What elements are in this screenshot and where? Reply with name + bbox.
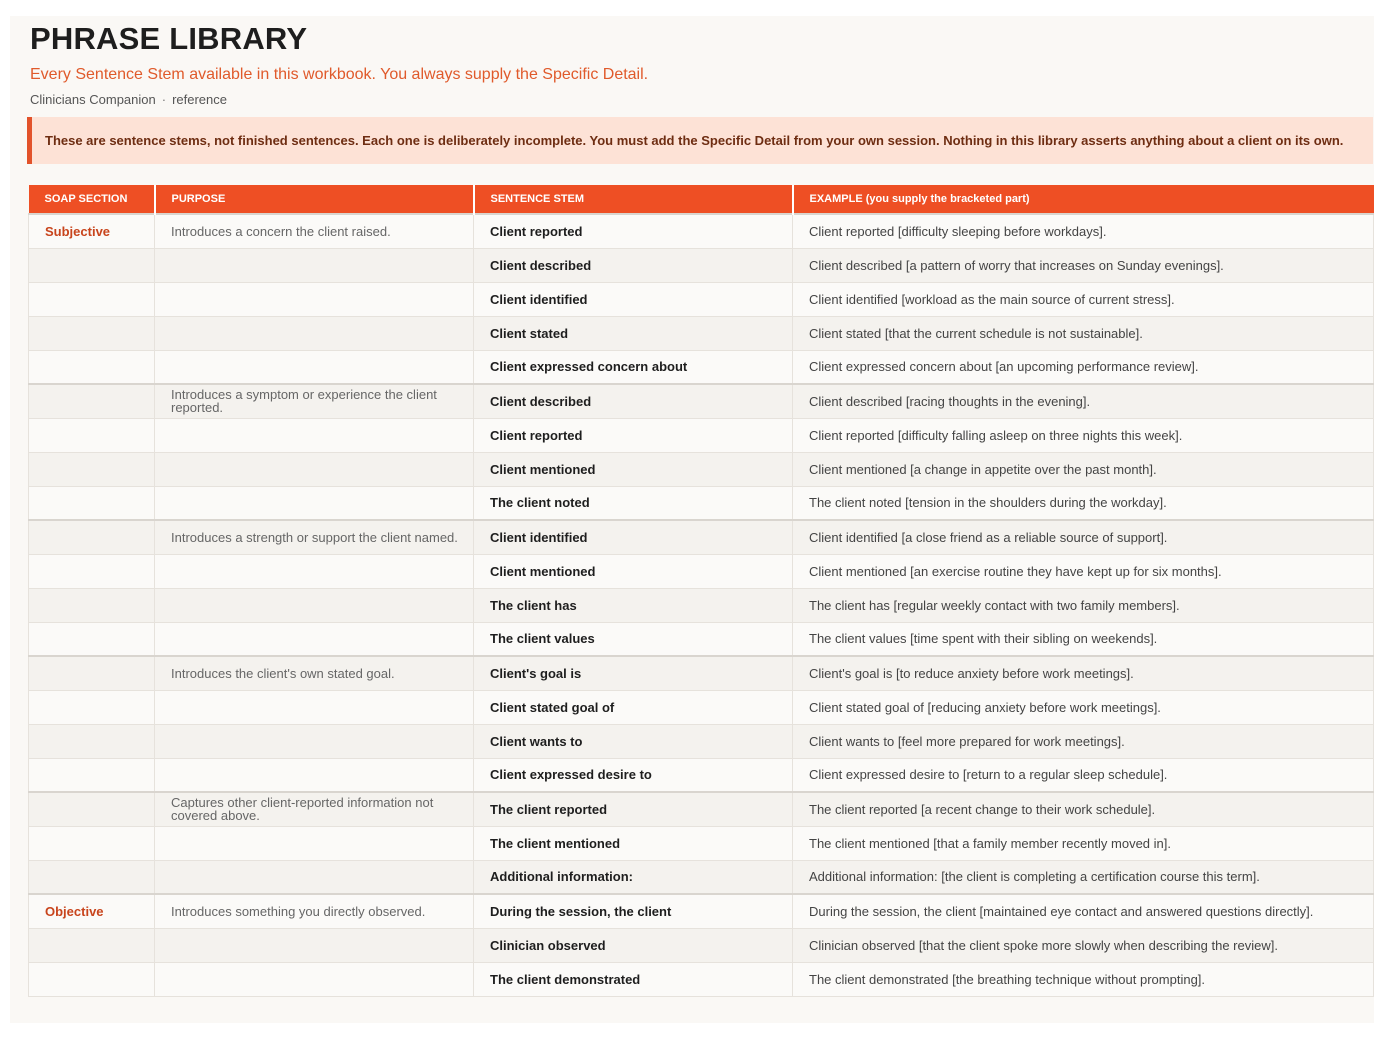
stem-cell: Client expressed concern about (474, 350, 793, 384)
breadcrumb-separator: · (161, 92, 167, 107)
purpose-cell: Introduces a concern the client raised. (155, 214, 474, 248)
section-cell (29, 588, 155, 622)
example-cell: Client expressed desire to [return to a regular sleep schedule]. (793, 758, 1374, 792)
stem-cell: Client identified (474, 282, 793, 316)
purpose-cell (155, 928, 474, 962)
stem-cell: Additional information: (474, 860, 793, 894)
stem-cell: The client has (474, 588, 793, 622)
section-cell (29, 418, 155, 452)
column-header-soap-section[interactable]: SOAP SECTION (29, 185, 155, 214)
purpose-cell (155, 758, 474, 792)
purpose-cell (155, 554, 474, 588)
example-cell: Clinician observed [that the client spoke more slowly when describing the review]. (793, 928, 1374, 962)
section-cell (29, 248, 155, 282)
category-label: reference (172, 92, 227, 107)
section-cell (29, 928, 155, 962)
table-row[interactable] (29, 724, 1374, 758)
example-cell: During the session, the client [maintained eye contact and answered questions directly]. (793, 894, 1374, 928)
purpose-cell (155, 690, 474, 724)
purpose-cell (155, 860, 474, 894)
example-cell: Client reported [difficulty falling asleep on three nights this week]. (793, 418, 1374, 452)
purpose-cell: Introduces something you directly observed. (155, 894, 474, 928)
table-row[interactable] (29, 894, 1374, 928)
disclaimer-banner (27, 117, 1373, 164)
purpose-cell (155, 588, 474, 622)
column-header-purpose[interactable]: PURPOSE (155, 185, 474, 214)
section-cell (29, 962, 155, 996)
worksheet (10, 16, 1374, 1023)
table-row[interactable] (29, 384, 1374, 418)
table-header-row (29, 185, 1374, 214)
stem-cell: Client reported (474, 214, 793, 248)
stem-cell: Client expressed desire to (474, 758, 793, 792)
purpose-cell (155, 248, 474, 282)
table-row[interactable] (29, 452, 1374, 486)
page-subtitle: Every Sentence Stem available in this workbook. You always supply the Specific Detail. (30, 66, 649, 83)
purpose-cell (155, 486, 474, 520)
stem-cell: The client mentioned (474, 826, 793, 860)
breadcrumb (30, 92, 227, 107)
example-cell: Client mentioned [a change in appetite over the past month]. (793, 452, 1374, 486)
table-row[interactable] (29, 826, 1374, 860)
section-cell (29, 554, 155, 588)
purpose-cell (155, 622, 474, 656)
stem-cell: Client described (474, 248, 793, 282)
table-row[interactable] (29, 622, 1374, 656)
table-row[interactable] (29, 792, 1374, 826)
stem-cell: The client values (474, 622, 793, 656)
purpose-cell: Introduces the client's own stated goal. (155, 656, 474, 690)
section-cell (29, 316, 155, 350)
table-row[interactable] (29, 418, 1374, 452)
purpose-cell: Introduces a strength or support the client named. (155, 520, 474, 554)
stem-cell: During the session, the client (474, 894, 793, 928)
section-cell (29, 384, 155, 418)
example-cell: The client reported [a recent change to their work schedule]. (793, 792, 1374, 826)
purpose-cell: Captures other client-reported information not covered above. (155, 792, 474, 826)
example-cell: Client's goal is [to reduce anxiety before work meetings]. (793, 656, 1374, 690)
table-row[interactable] (29, 248, 1374, 282)
example-cell: Client stated [that the current schedule is not sustainable]. (793, 316, 1374, 350)
stem-cell: Client's goal is (474, 656, 793, 690)
source-label: Clinicians Companion (30, 92, 156, 107)
stem-cell: Client described (474, 384, 793, 418)
example-cell: Client described [a pattern of worry that increases on Sunday evenings]. (793, 248, 1374, 282)
column-header-example[interactable]: EXAMPLE (you supply the bracketed part) (793, 185, 1374, 214)
section-cell (29, 724, 155, 758)
example-cell: Additional information: [the client is completing a certification course this term]. (793, 860, 1374, 894)
table-row[interactable] (29, 282, 1374, 316)
example-cell: Client stated goal of [reducing anxiety before work meetings]. (793, 690, 1374, 724)
example-cell: The client demonstrated [the breathing technique without prompting]. (793, 962, 1374, 996)
stem-cell: Client stated (474, 316, 793, 350)
purpose-cell (155, 316, 474, 350)
stem-cell: The client noted (474, 486, 793, 520)
purpose-cell (155, 826, 474, 860)
table-body (29, 214, 1374, 996)
table-row[interactable] (29, 316, 1374, 350)
example-cell: Client expressed concern about [an upcoming performance review]. (793, 350, 1374, 384)
example-cell: Client identified [workload as the main source of current stress]. (793, 282, 1374, 316)
disclaimer-text: These are sentence stems, not finished sentences. Each one is deliberately incomplete. You must add the Specific Detail from your own session. Nothing in this library asserts anything about a client on its own. (45, 133, 1344, 148)
stem-cell: Client stated goal of (474, 690, 793, 724)
section-cell (29, 520, 155, 554)
section-cell: Objective (29, 894, 155, 928)
section-cell (29, 452, 155, 486)
section-cell (29, 758, 155, 792)
section-cell (29, 792, 155, 826)
stem-cell: Client identified (474, 520, 793, 554)
purpose-cell (155, 724, 474, 758)
example-cell: Client described [racing thoughts in the evening]. (793, 384, 1374, 418)
section-cell (29, 486, 155, 520)
table-row[interactable] (29, 486, 1374, 520)
example-cell: Client reported [difficulty sleeping before workdays]. (793, 214, 1374, 248)
stem-cell: Client reported (474, 418, 793, 452)
example-cell: The client noted [tension in the shoulders during the workday]. (793, 486, 1374, 520)
purpose-cell (155, 350, 474, 384)
table-row[interactable] (29, 214, 1374, 248)
example-cell: Client mentioned [an exercise routine they have kept up for six months]. (793, 554, 1374, 588)
stem-cell: Clinician observed (474, 928, 793, 962)
section-cell (29, 826, 155, 860)
table-row[interactable] (29, 656, 1374, 690)
purpose-cell (155, 452, 474, 486)
stem-cell: Client wants to (474, 724, 793, 758)
example-cell: The client has [regular weekly contact with two family members]. (793, 588, 1374, 622)
stem-cell: Client mentioned (474, 554, 793, 588)
section-cell (29, 282, 155, 316)
phrase-table (28, 185, 1374, 997)
example-cell: The client values [time spent with their sibling on weekends]. (793, 622, 1374, 656)
table-row[interactable] (29, 690, 1374, 724)
section-cell (29, 690, 155, 724)
example-cell: Client wants to [feel more prepared for work meetings]. (793, 724, 1374, 758)
example-cell: The client mentioned [that a family member recently moved in]. (793, 826, 1374, 860)
table-row[interactable] (29, 520, 1374, 554)
stem-cell: Client mentioned (474, 452, 793, 486)
table-row[interactable] (29, 928, 1374, 962)
table-row[interactable] (29, 860, 1374, 894)
purpose-cell: Introduces a symptom or experience the client reported. (155, 384, 474, 418)
column-header-sentence-stem[interactable]: SENTENCE STEM (474, 185, 793, 214)
stem-cell: The client demonstrated (474, 962, 793, 996)
section-cell (29, 656, 155, 690)
example-cell: Client identified [a close friend as a reliable source of support]. (793, 520, 1374, 554)
table-row[interactable] (29, 350, 1374, 384)
table-row[interactable] (29, 554, 1374, 588)
page-title: PHRASE LIBRARY (30, 21, 308, 56)
section-cell (29, 860, 155, 894)
table-row[interactable] (29, 588, 1374, 622)
table-row[interactable] (29, 758, 1374, 792)
section-cell (29, 350, 155, 384)
purpose-cell (155, 282, 474, 316)
purpose-cell (155, 418, 474, 452)
table-row[interactable] (29, 962, 1374, 996)
section-cell (29, 622, 155, 656)
stem-cell: The client reported (474, 792, 793, 826)
section-cell: Subjective (29, 214, 155, 248)
purpose-cell (155, 962, 474, 996)
